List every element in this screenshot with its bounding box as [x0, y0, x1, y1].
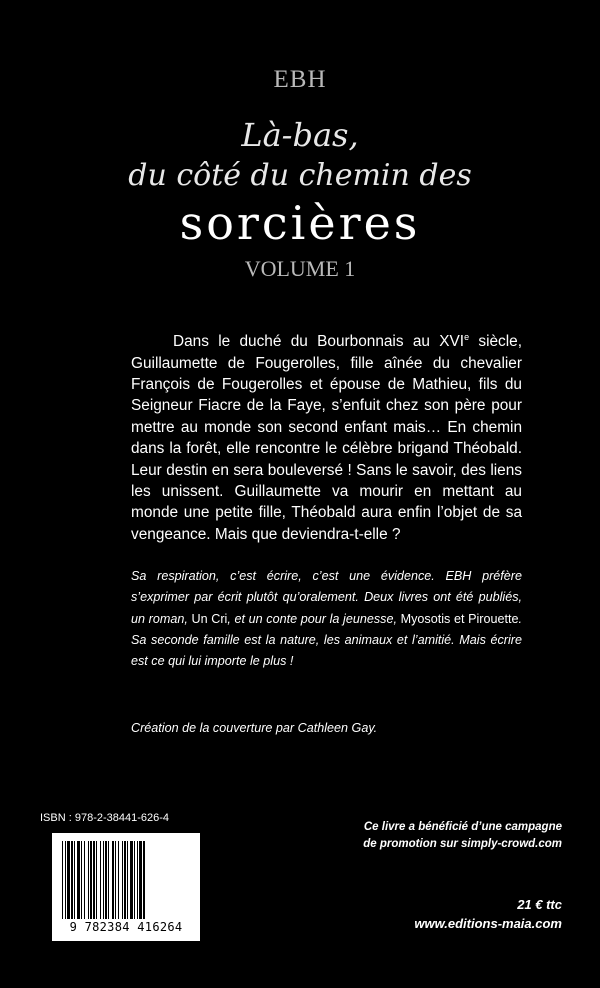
title-line-2: du côté du chemin des — [128, 158, 472, 193]
barcode-bar — [118, 841, 119, 919]
barcode-bar — [67, 841, 70, 919]
barcode-bar — [143, 841, 145, 919]
barcode-bar — [139, 841, 142, 919]
barcode-number: 9 782384 416264 — [69, 920, 183, 934]
title-line-1: Là-bas, — [241, 116, 359, 154]
isbn-label: ISBN : 978-2-38441-626-4 — [40, 812, 170, 824]
barcode-bar — [96, 841, 97, 919]
barcode-bar — [93, 841, 95, 919]
barcode-bar — [124, 841, 126, 919]
author-bio — [131, 566, 522, 672]
barcode-bar — [74, 841, 75, 919]
barcode-bar — [108, 841, 109, 919]
bio-part-2: , et un conte pour la jeunesse, — [227, 611, 401, 626]
barcode-bar — [137, 841, 138, 919]
promo-line-2: de promotion sur simply-crowd.com — [363, 838, 562, 850]
barcode-bar — [90, 841, 92, 919]
century-superscript: e — [464, 332, 470, 342]
bio-part-3: . Sa seconde famille est la nature, les animaux et l’amitié. Mais écrire est ce qui lui importe le plus ! — [131, 611, 523, 669]
barcode-bar — [71, 841, 73, 919]
bio-work-1: Un Cri — [191, 611, 228, 626]
barcode-bar — [122, 841, 123, 919]
barcode-bar — [84, 841, 85, 919]
price: 21 € ttc — [517, 897, 562, 912]
barcode-bar — [100, 841, 101, 919]
barcode-bar — [130, 841, 133, 919]
barcode-bar — [112, 841, 114, 919]
barcode-bar — [65, 841, 66, 919]
author-name: EBH — [273, 66, 327, 93]
barcode — [52, 833, 200, 941]
bio-work-2: Myosotis et Pirouette — [400, 611, 519, 626]
publisher-website: www.editions-maia.com — [414, 916, 562, 931]
barcode-bar — [88, 841, 89, 919]
barcode-bar — [134, 841, 135, 919]
volume-label: VOLUME 1 — [244, 256, 356, 281]
bio-part-1: Sa respiration, c’est écrire, c’est une évidence. EBH préfère s’exprimer par écrit plutôt qu’oralement. Deux livres ont été publiés, un roman, — [131, 569, 522, 626]
cover-credit: Création de la couverture par Cathleen Gay. — [131, 721, 378, 735]
promo-line-1: Ce livre a bénéficié d’une campagne — [363, 821, 562, 833]
synopsis — [131, 327, 522, 545]
title-line-3: sorcières — [179, 196, 421, 250]
barcode-bar — [115, 841, 116, 919]
barcode-bar — [105, 841, 107, 919]
synopsis-part-2: siècle, Guillaumette de Fougerolles, fille aînée du chevalier François de Fougerolles et épouse de Mathieu, fils du Seigneur Fiacre de la Faye, s’enfuit chez son père pour mettre au monde son second enfant mais… En chemin dans la forêt, elle rencontre le célèbre brigand Théobald. Leur destin en sera bouleversé ! Sans le savoir, des liens les unissent. Guillaumette va mourir en mettant au monde une petite fille, Théobald aura enfin l’objet de sa vengeance. Mais que deviendra-t-elle ? — [131, 333, 522, 543]
promo-notice — [312, 819, 562, 853]
barcode-bar — [103, 841, 104, 919]
barcode-bar — [127, 841, 128, 919]
barcode-bar — [81, 841, 82, 919]
barcode-bar — [62, 841, 63, 919]
barcode-bar — [77, 841, 80, 919]
synopsis-part-1: Dans le duché du Bourbonnais au XVI — [173, 333, 465, 351]
